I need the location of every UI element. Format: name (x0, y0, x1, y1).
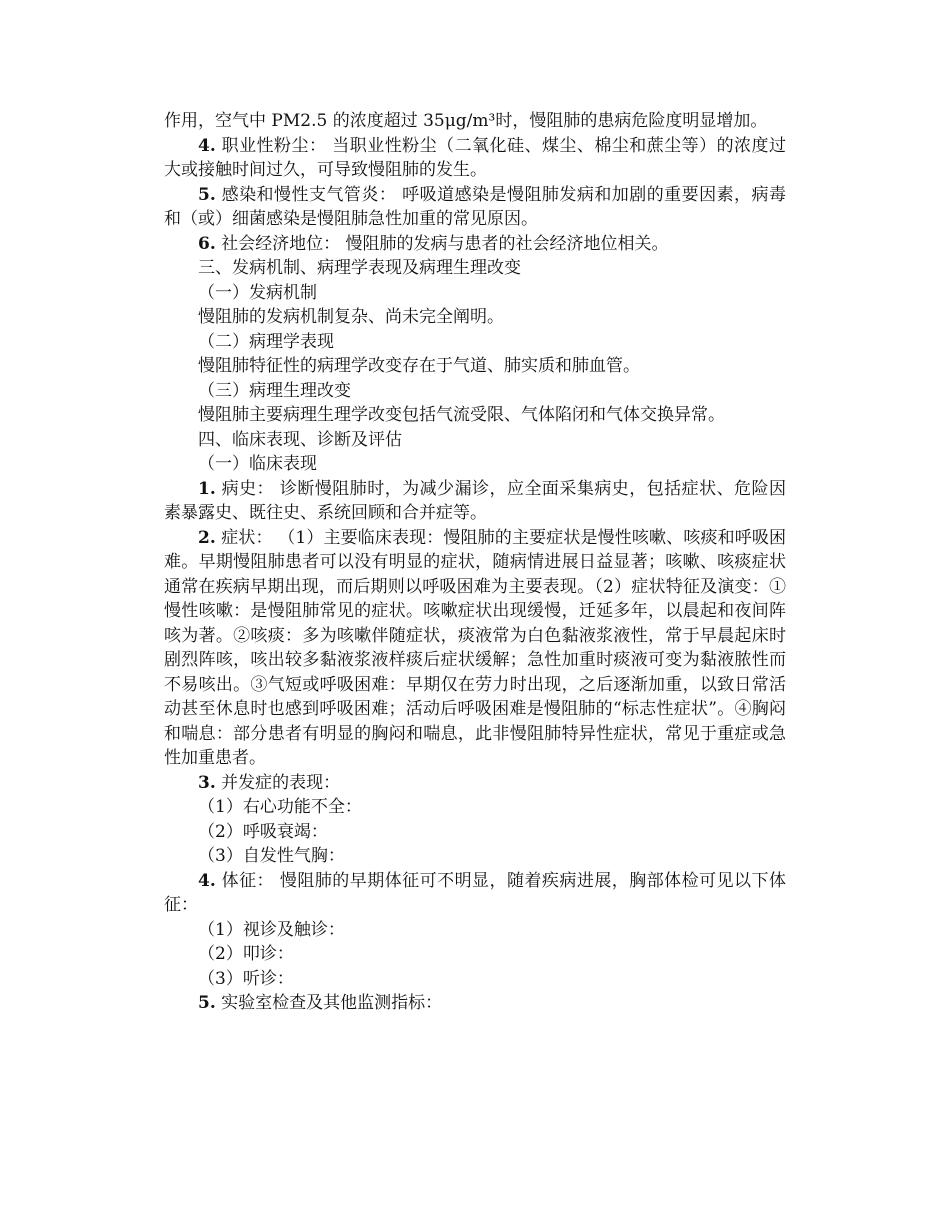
paragraph-text: 实验室检查及其他监测指标： (215, 993, 443, 1013)
paragraph-signs (164, 869, 786, 918)
paragraph-text: 并发症的表现： (215, 772, 341, 793)
paragraph-history (164, 477, 786, 526)
section-heading-4: 四、临床表现、诊断及评估 (198, 429, 402, 450)
paragraph-text: 症状： （1）主要临床表现：慢阻肺的主要症状是慢性咳嗽、咳痰和呼吸困难。早期慢阻肺患者可以没有明显的症状，随病情进展日益显著；咳嗽、咳痰症状通常在疾病早期出现，而后期则以呼吸困难为主要表现。（2）症状特征及演变：①慢性咳嗽：是慢阻肺常见的症状。咳嗽症状出现缓慢，迁延多年，以晨起和夜间阵咳为著。②咳痰：多为咳嗽伴随症状，痰液常为白色黏液浆液性，常于早晨起床时剧烈阵咳，咳出较多黏液浆液样痰后症状缓解；急性加重时痰液可变为黏液脓性而不易咳出。③气短或呼吸困难：早期仅在劳力时出现，之后逐渐加重，以致日常活动甚至休息时也感到呼吸困难；活动后呼吸困难是慢阻肺的“标志性症状”。④胸闷和喘息：部分患者有明显的胸闷和喘息，此非慢阻肺特异性症状，常见于重症或急性加重患者。 (164, 527, 786, 768)
paragraph-text: 感染和慢性支气管炎： 呼吸道感染是慢阻肺发病和加剧的重要因素，病毒和（或）细菌感染是慢阻肺急性加重的常见原因。 (164, 184, 786, 229)
list-item: （2）呼吸衰竭： (198, 821, 328, 842)
paragraph-occupational-dust (164, 134, 786, 183)
subsection-heading: （一）临床表现 (198, 454, 317, 474)
section-heading-3: 三、发病机制、病理学表现及病理生理改变 (198, 258, 521, 278)
paragraph-socioeconomic (164, 232, 786, 257)
item-number: 3. (198, 772, 216, 793)
paragraph-lab-tests (164, 991, 786, 1016)
subsection-heading: （一）发病机制 (198, 282, 317, 303)
list-item: （3）听诊： (198, 968, 294, 989)
paragraph-infection (164, 183, 786, 232)
item-number: 1. (198, 478, 216, 499)
paragraph-text: 体征： 慢阻肺的早期体征可不明显，随着疾病进展，胸部体检可见以下体征： (164, 870, 786, 915)
item-number: 5. (198, 184, 216, 205)
item-number: 4. (198, 870, 216, 891)
paragraph-text: 病史： 诊断慢阻肺时，为减少漏诊，应全面采集病史，包括症状、危险因素暴露史、既往史、系统回顾和合并症等。 (164, 478, 786, 523)
item-number: 2. (198, 527, 216, 548)
paragraph-pathogenesis: 慢阻肺的发病机制复杂、尚未完全阐明。 (198, 307, 504, 327)
item-number: 4. (198, 135, 216, 156)
subsection-heading: （二）病理学表现 (198, 331, 334, 352)
paragraph-complications (164, 771, 786, 796)
paragraph-symptoms (164, 526, 786, 771)
document-body (164, 109, 786, 1016)
paragraph-text: 社会经济地位： 慢阻肺的发病与患者的社会经济地位相关。 (215, 233, 669, 254)
list-item: （1）视诊及触诊： (198, 919, 345, 940)
paragraph-text: 职业性粉尘： 当职业性粉尘（二氧化硅、煤尘、棉尘和蔗尘等）的浓度过大或接触时间过久，可导致慢阻肺的发生。 (164, 135, 786, 180)
list-item: （1）右心功能不全： (198, 797, 362, 817)
list-item: （2）叩诊： (198, 944, 294, 964)
paragraph-pathology: 慢阻肺特征性的病理学改变存在于气道、肺实质和肺血管。 (198, 356, 640, 376)
paragraph-pathophysiology: 慢阻肺主要病理生理学改变包括气流受限、气体陷闭和气体交换异常。 (198, 405, 725, 425)
paragraph-pm25: 作用，空气中 PM2.5 的浓度超过 35μg/m³时，慢阻肺的患病危险度明显增加。 (164, 111, 768, 131)
item-number: 6. (198, 233, 216, 254)
subsection-heading: （三）病理生理改变 (198, 380, 351, 401)
list-item: （3）自发性气胸： (198, 846, 345, 866)
item-number: 5. (198, 993, 216, 1013)
